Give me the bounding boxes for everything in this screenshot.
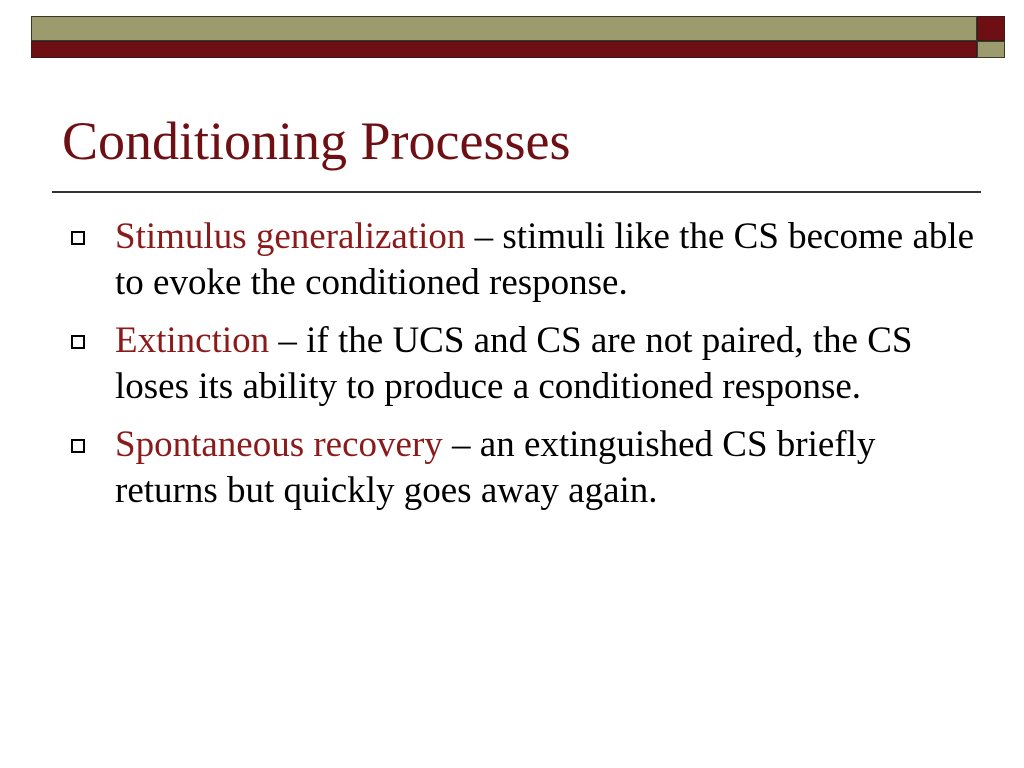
bullet-text: – if the UCS and CS are not paired, the CS loses its ability to produce a conditioned response.	[115, 320, 913, 407]
bullet-term: Stimulus generalization	[115, 216, 466, 257]
bullet-list	[62, 214, 982, 526]
header-corner-maroon-block	[977, 16, 1005, 41]
bullet-item-stimulus-generalization	[62, 214, 982, 306]
bullet-term: Extinction	[115, 320, 270, 361]
bullet-term: Spontaneous recovery	[115, 424, 443, 465]
bullet-item-spontaneous-recovery	[62, 422, 982, 514]
bullet-text: – an extinguished CS briefly returns but quickly goes away again.	[115, 424, 876, 511]
slide-title: Conditioning Processes	[62, 111, 571, 171]
bullet-text: – stimuli like the CS become able to evoke the conditioned response.	[115, 216, 975, 303]
header-corner-olive-block	[977, 41, 1005, 58]
header-maroon-bar	[31, 41, 977, 58]
hollow-square-icon	[71, 231, 85, 245]
hollow-square-icon	[71, 439, 85, 453]
header-olive-bar	[31, 16, 977, 41]
hollow-square-icon	[71, 335, 85, 349]
bullet-item-extinction	[62, 318, 982, 410]
title-divider	[52, 191, 981, 193]
